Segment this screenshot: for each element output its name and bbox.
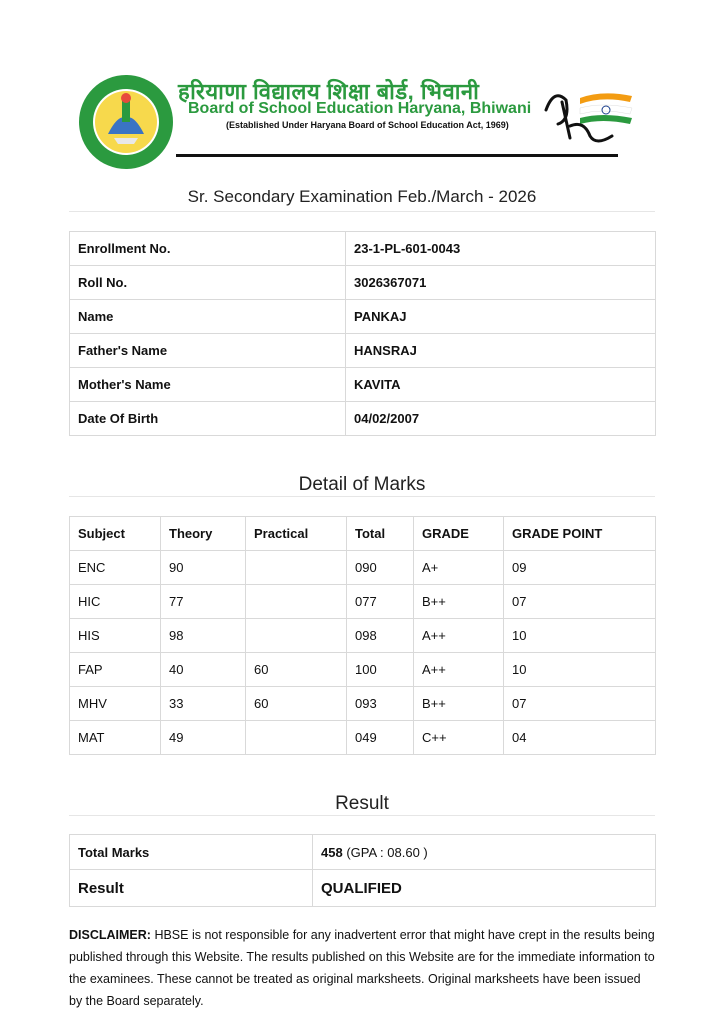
marks-header-cell: Practical <box>246 517 347 551</box>
info-label: Father's Name <box>70 334 346 368</box>
info-row <box>70 232 656 266</box>
marks-row <box>70 653 656 687</box>
marks-header-cell: GRADE <box>414 517 504 551</box>
marks-cell: 60 <box>246 653 347 687</box>
total-marks-cell <box>313 835 656 870</box>
info-label: Name <box>70 300 346 334</box>
disclaimer <box>69 924 655 1012</box>
marks-cell: 093 <box>347 687 414 721</box>
board-established-note: (Established Under Haryana Board of School Education Act, 1969) <box>226 120 509 130</box>
marks-cell: 09 <box>504 551 656 585</box>
marks-cell <box>246 619 347 653</box>
vande-mataram-logo <box>540 80 636 150</box>
exam-title: Sr. Secondary Examination Feb./March - 2026 <box>187 187 537 206</box>
marks-cell <box>246 551 347 585</box>
marks-header-cell: Subject <box>70 517 161 551</box>
marks-header-cell: Theory <box>161 517 246 551</box>
marks-cell: 10 <box>504 619 656 653</box>
info-value: HANSRAJ <box>346 334 656 368</box>
marks-row <box>70 585 656 619</box>
marks-cell: 33 <box>161 687 246 721</box>
marks-cell <box>246 721 347 755</box>
marks-row <box>70 619 656 653</box>
marks-cell: 49 <box>161 721 246 755</box>
marks-row <box>70 551 656 585</box>
info-value: 23-1-PL-601-0043 <box>346 232 656 266</box>
marks-row <box>70 687 656 721</box>
total-marks-label: Total Marks <box>70 835 313 870</box>
info-value: 3026367071 <box>346 266 656 300</box>
info-value: PANKAJ <box>346 300 656 334</box>
gpa-text: (GPA : 08.60 ) <box>346 844 428 860</box>
marks-cell: 04 <box>504 721 656 755</box>
marks-cell: B++ <box>414 687 504 721</box>
marks-cell: 60 <box>246 687 347 721</box>
marks-title: Detail of Marks <box>298 474 426 495</box>
marks-cell: 98 <box>161 619 246 653</box>
result-label: Result <box>70 870 313 907</box>
board-english-title: Board of School Education Haryana, Bhiwani <box>188 100 532 117</box>
marks-cell: 090 <box>347 551 414 585</box>
marks-table <box>69 516 656 755</box>
info-value: 04/02/2007 <box>346 402 656 436</box>
total-marks-row <box>70 835 656 870</box>
info-row <box>70 402 656 436</box>
student-info-table <box>69 231 656 436</box>
result-title: Result <box>335 793 389 814</box>
marks-cell: 90 <box>161 551 246 585</box>
marks-cell: 40 <box>161 653 246 687</box>
result-row <box>70 870 656 907</box>
header-rule <box>176 154 618 157</box>
marks-cell: 100 <box>347 653 414 687</box>
marks-cell: C++ <box>414 721 504 755</box>
result-status: QUALIFIED <box>313 870 656 907</box>
info-label: Enrollment No. <box>70 232 346 266</box>
result-title-divider <box>69 815 655 816</box>
marks-cell: 77 <box>161 585 246 619</box>
marks-row <box>70 721 656 755</box>
marks-cell: 07 <box>504 687 656 721</box>
marks-cell: HIC <box>70 585 161 619</box>
info-label: Date Of Birth <box>70 402 346 436</box>
marks-cell: FAP <box>70 653 161 687</box>
exam-title-divider <box>69 211 655 212</box>
disclaimer-text: HBSE is not responsible for any inadvertent error that might have crept in the results being published through this Website. The results published on this Website are for the immediate information to the examinees. These cannot be treated as original marksheets. Original marksheets have been issued by the Board separately. <box>69 928 655 1008</box>
marks-cell <box>246 585 347 619</box>
info-row <box>70 300 656 334</box>
page-header <box>0 60 724 170</box>
info-row <box>70 334 656 368</box>
marks-cell: 10 <box>504 653 656 687</box>
marks-cell: MHV <box>70 687 161 721</box>
marks-cell: 07 <box>504 585 656 619</box>
marks-header-cell: GRADE POINT <box>504 517 656 551</box>
marks-title-divider <box>69 496 655 497</box>
board-seal-logo <box>78 74 174 170</box>
info-row <box>70 368 656 402</box>
total-marks-value: 458 <box>321 844 343 860</box>
marks-cell: A+ <box>414 551 504 585</box>
info-label: Mother's Name <box>70 368 346 402</box>
marks-cell: ENC <box>70 551 161 585</box>
info-value: KAVITA <box>346 368 656 402</box>
marks-cell: 077 <box>347 585 414 619</box>
result-table <box>69 834 656 907</box>
marks-cell: A++ <box>414 653 504 687</box>
marks-cell: 098 <box>347 619 414 653</box>
disclaimer-label: DISCLAIMER: <box>69 928 151 942</box>
info-row <box>70 266 656 300</box>
info-label: Roll No. <box>70 266 346 300</box>
marks-cell: HIS <box>70 619 161 653</box>
marks-cell: MAT <box>70 721 161 755</box>
marks-cell: A++ <box>414 619 504 653</box>
board-hindi-title: हरियाणा विद्यालय शिक्षा बोर्ड, भिवानी <box>178 79 480 104</box>
marks-cell: B++ <box>414 585 504 619</box>
marks-cell: 049 <box>347 721 414 755</box>
marks-header-cell: Total <box>347 517 414 551</box>
